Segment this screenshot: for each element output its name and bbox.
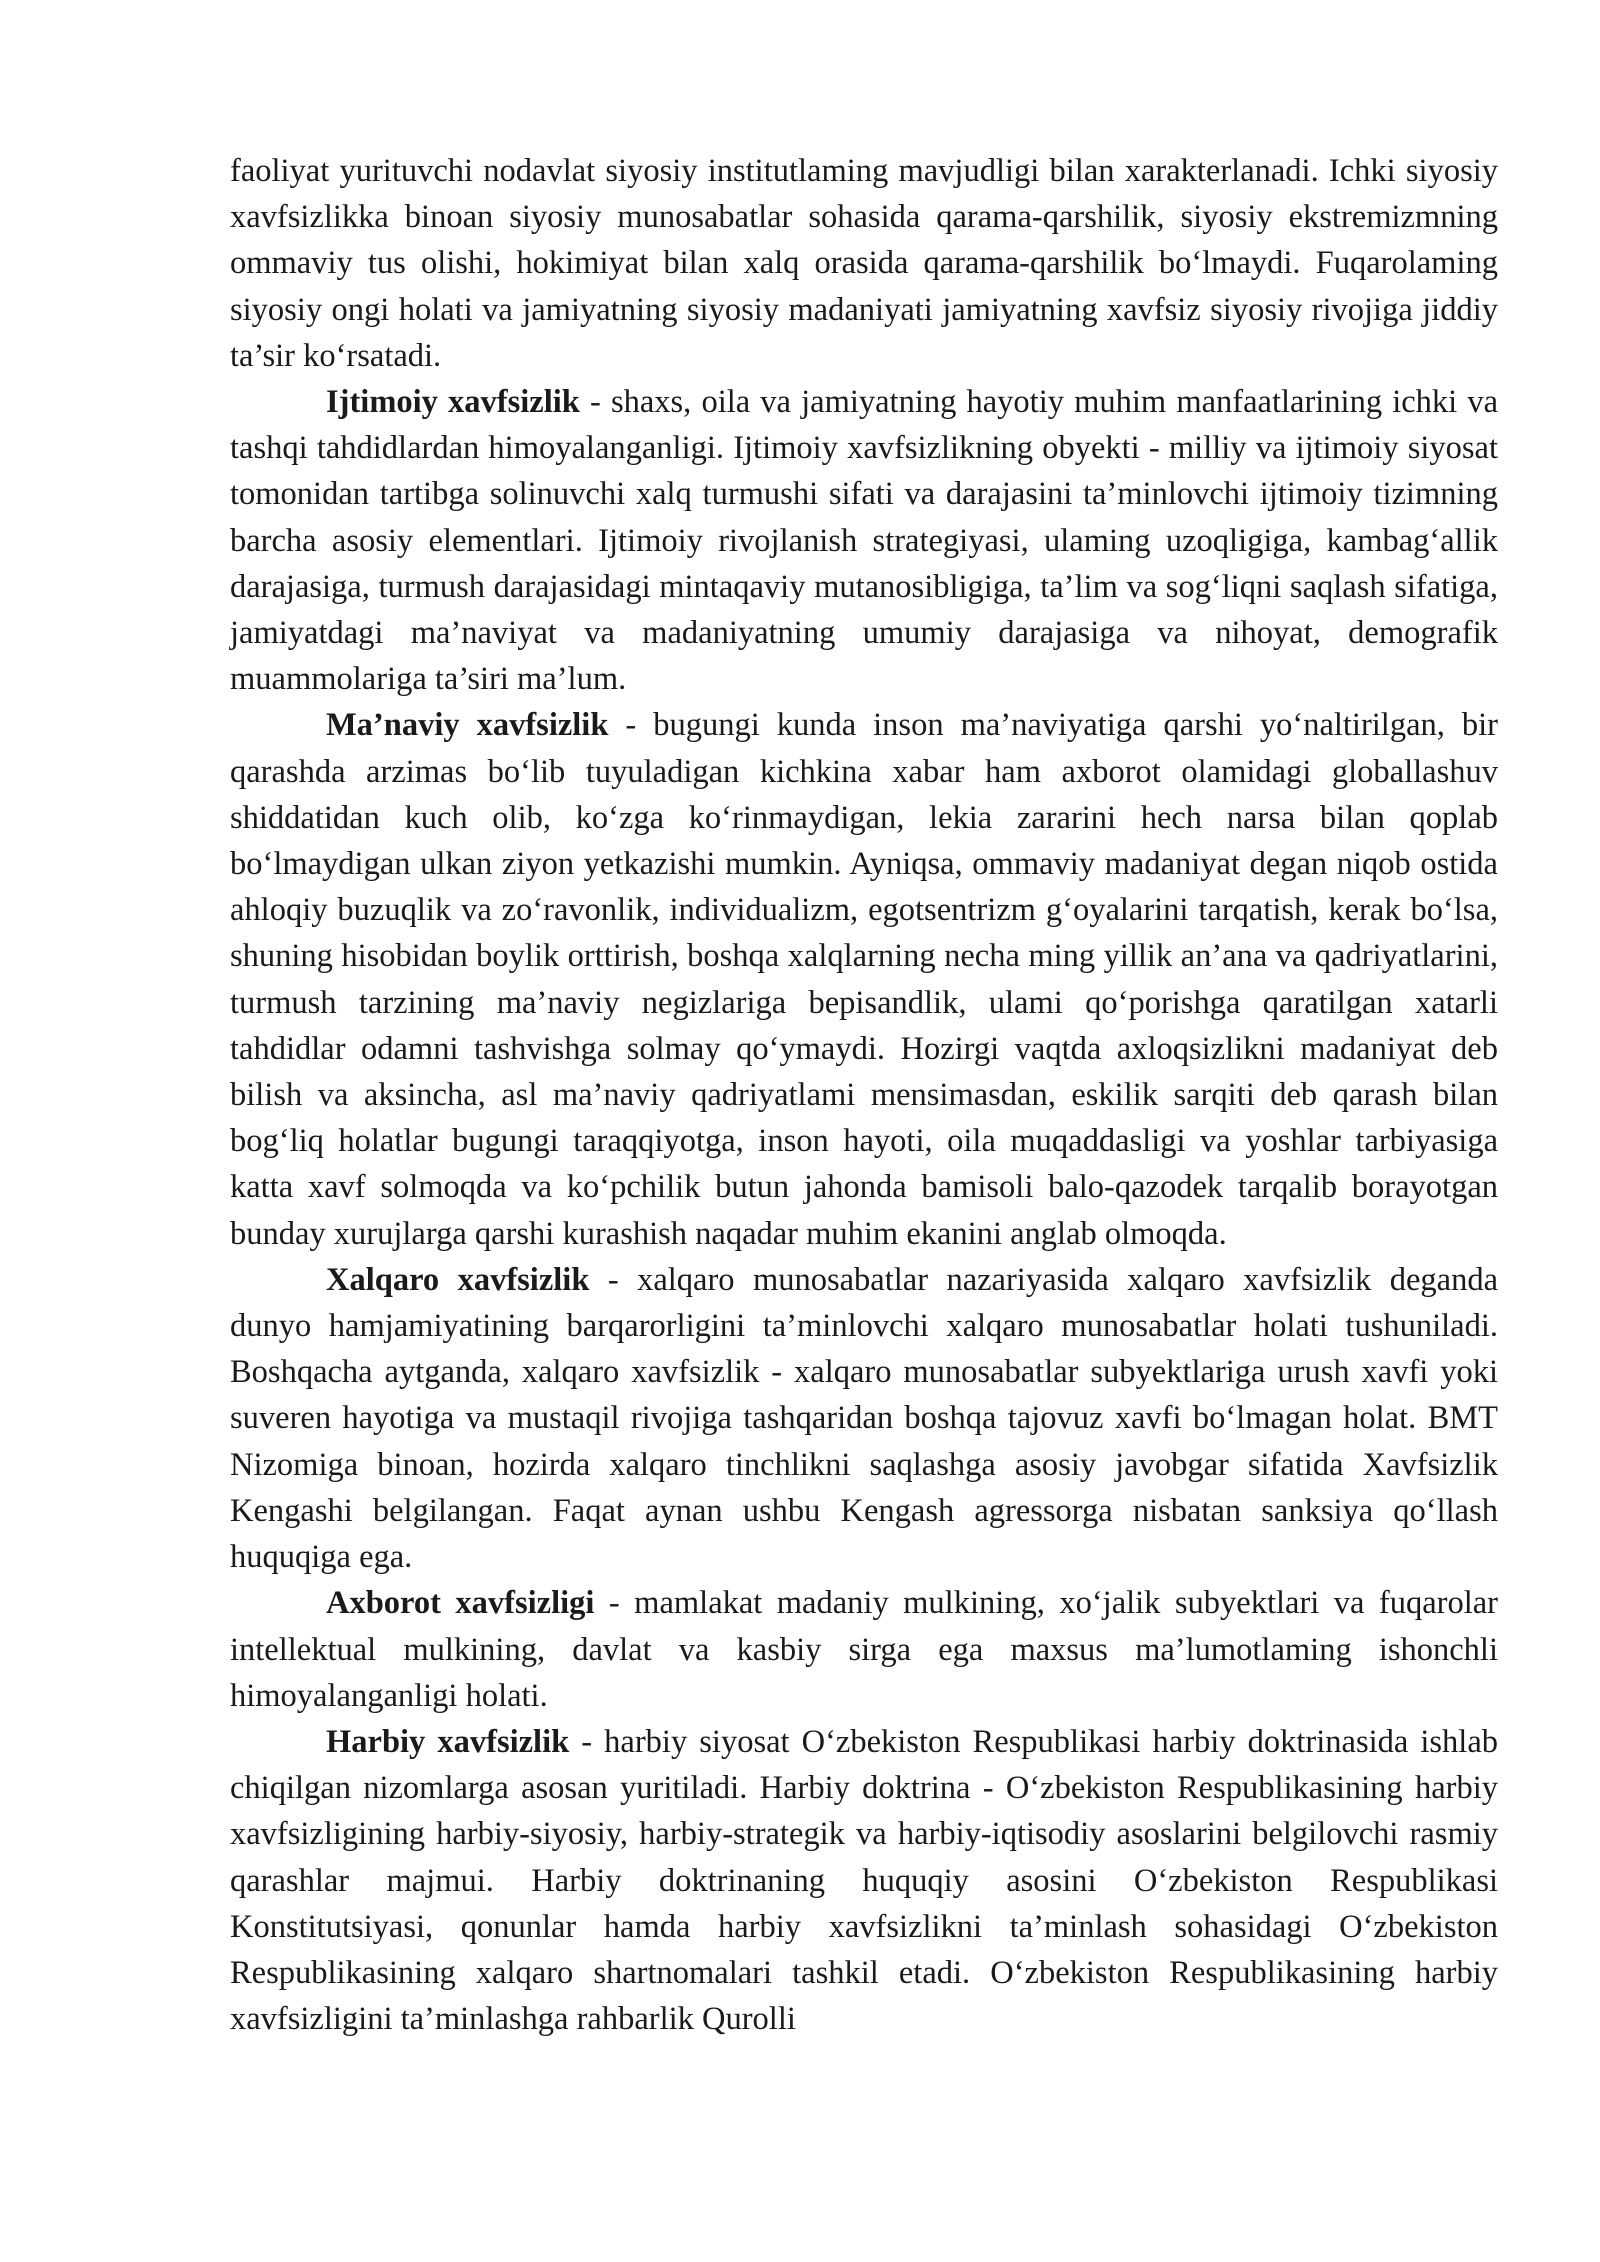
term-heading: Ijtimoiy xavfsizlik <box>326 384 580 421</box>
paragraph-international-security <box>230 1257 1498 1580</box>
paragraph-text: - harbiy siyosat O‘zbekiston Respublikasi harbiy doktrinasida ishlab chiqilgan nizomlarga asosan yuritiladi. Harbiy doktrina - O‘zbekiston Respublikasining harbiy xavfsizligining harbiy-siyosiy, harbiy-strategik va harbiy-iqtisodiy asoslarini belgilovchi rasmiy qarashlar majmui. Harbiy doktrinaning huquqiy asosini O‘zbekiston Respublikasi Konstitutsiyasi, qonunlar hamda harbiy xavfsizlikni ta’minlash sohasidagi O‘zbekiston Respublikasining xalqaro shartnomalari tashkil etadi. O‘zbekiston Respublikasining harbiy xavfsizligini ta’minlashga rahbarlik Qurolli <box>230 1723 1498 2038</box>
term-heading: Axborot xavfsizligi <box>326 1585 595 1622</box>
term-heading: Ma’naviy xavfsizlik <box>326 707 609 744</box>
paragraph-information-security <box>230 1580 1498 1719</box>
term-heading: Xalqaro xavfsizlik <box>326 1261 590 1298</box>
paragraph-military-security <box>230 1719 1498 2042</box>
paragraph-text: - shaxs, oila va jamiyatning hayotiy muhim manfaatlarining ichki va tashqi tahdidlardan himoyalanganligi. Ijtimoiy xavfsizlikning obyekti - milliy va ijtimoiy siyosat tomonidan tartibga solinuvchi xalq turmushi sifati va darajasini ta’minlovchi ijtimoiy tizimning barcha asosiy elementlari. Ijtimoiy rivojlanish strategiyasi, ulaming uzoqligiga, kambag‘allik darajasiga, turmush darajasidagi mintaqaviy mutanosibligiga, ta’lim va sog‘liqni saqlash sifatiga, jamiyatdagi ma’naviyat va madaniyatning umumiy darajasiga va nihoyat, demografik muammolariga ta’siri ma’lum. <box>230 384 1498 698</box>
paragraph-social-security <box>230 379 1498 702</box>
term-heading: Harbiy xavfsizlik <box>326 1723 570 1760</box>
paragraph-text: - mamlakat madaniy mulkining, xo‘jalik subyektlari va fuqarolar intellektual mulkining, davlat va kasbiy sirga ega maxsus ma’lumotlaming ishonchli himoyalanganligi holati. <box>230 1585 1498 1714</box>
document-page <box>230 148 1498 2042</box>
paragraph-political-security-continued <box>230 148 1498 379</box>
paragraph-text: - xalqaro munosabatlar nazariyasida xalqaro xavfsizlik deganda dunyo hamjamiyatining barqarorligini ta’minlovchi xalqaro munosabatlar holati tushuniladi. Boshqacha aytganda, xalqaro xavfsizlik - xalqaro munosabatlar subyektlariga urush xavfi yoki suveren hayotiga va mustaqil rivojiga tashqaridan boshqa tajovuz xavfi bo‘lmagan holat. BMT Nizomiga binoan, hozirda xalqaro tinchlikni saqlashga asosiy javobgar sifatida Xavfsizlik Kengashi belgilangan. Faqat aynan ushbu Kengash agressorga nisbatan sanksiya qo‘llash huquqiga ega. <box>230 1261 1498 1576</box>
paragraph-text: - bugungi kunda inson ma’naviyatiga qarshi yo‘naltirilgan, bir qarashda arzimas bo‘lib tuyuladigan kichkina xabar ham axborot olamidagi globallashuv shiddatidan kuch olib, ko‘zga ko‘rinmaydigan, lekia zararini hech narsa bilan qoplab bo‘lmaydigan ulkan ziyon yetkazishi mumkin. Ayniqsa, ommaviy madaniyat degan niqob ostida ahloqiy buzuqlik va zo‘ravonlik, individualizm, egotsentrizm g‘oyalarini tarqatish, kerak bo‘lsa, shuning hisobidan boylik orttirish, boshqa xalqlarning necha ming yillik an’ana va qadriyatlarini, turmush tarzining ma’naviy negizlariga bepisandlik, ulami qo‘porishga qaratilgan xatarli tahdidlar odamni tashvishga solmay qo‘ymaydi. Hozirgi vaqtda axloqsizlikni madaniyat deb bilish va aksincha, asl ma’naviy qadriyatlami mensimasdan, eskilik sarqiti deb qarash bilan bog‘liq holatlar bugungi taraqqiyotga, inson hayoti, oila muqaddasligi va yoshlar tarbiyasiga katta xavf solmoqda va ko‘pchilik butun jahonda bamisoli balo-qazodek tarqalib borayotgan bunday xurujlarga qarshi kurashish naqadar muhim ekanini anglab olmoqda. <box>230 707 1498 1252</box>
paragraph-text: faoliyat yurituvchi nodavlat siyosiy institutlaming mavjudligi bilan xarakterlanadi. Ichki siyosiy xavfsizlikka binoan siyosiy munosabatlar sohasida qarama-qarshilik, siyosiy ekstremizmning ommaviy tus olishi, hokimiyat bilan xalq orasida qarama-qarshilik bo‘lmaydi. Fuqarolaming siyosiy ongi holati va jamiyatning siyosiy madaniyati jamiyatning xavfsiz siyosiy rivojiga jiddiy ta’sir ko‘rsatadi. <box>230 153 1498 374</box>
paragraph-spiritual-security <box>230 702 1498 1256</box>
